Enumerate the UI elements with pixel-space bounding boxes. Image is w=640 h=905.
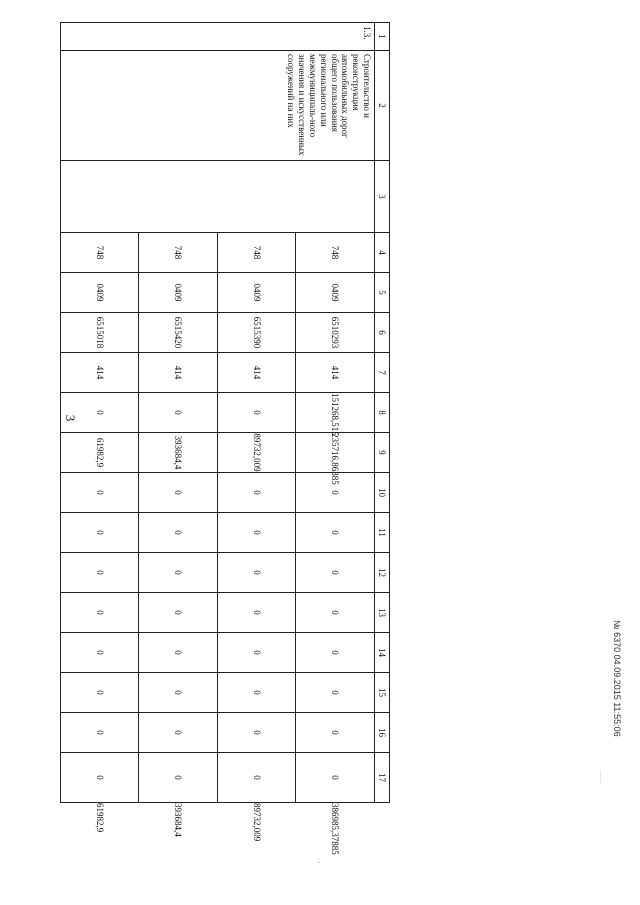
cell-col-16: 0 (218, 713, 297, 753)
cell-col-16: 0 (139, 713, 218, 753)
cell-col-15: 0 (61, 673, 140, 713)
cell-col-6: 6515420 (139, 313, 218, 353)
cell-col-9: 393684,4 (139, 433, 218, 473)
cell-col-9: 61982,9 (61, 433, 140, 473)
cell-col-11: 0 (139, 513, 218, 553)
item-description-cell: Строительство и реконструкция автомобильных дорог общего пользования регионального или межмуниципаль-ного значения и искусственных сооружений на них (61, 51, 375, 161)
column-header-6: 6 (375, 313, 390, 353)
cell-col-5: 0409 (296, 273, 375, 313)
cell-col-6: 6510293 (296, 313, 375, 353)
column-header-10: 10 (375, 473, 390, 513)
cell-col-7: 414 (61, 353, 140, 393)
cell-col-7: 414 (296, 353, 375, 393)
cell-col-10: 0 (61, 473, 140, 513)
column-header-14: 14 (375, 633, 390, 673)
cell-col-10: 0 (139, 473, 218, 513)
column-header-15: 15 (375, 673, 390, 713)
column-header-3: 3 (375, 161, 390, 233)
cell-col-11: 0 (296, 513, 375, 553)
column-header-16: 16 (375, 713, 390, 753)
cell-col-5: 0409 (218, 273, 297, 313)
cell-col-8: 0 (139, 393, 218, 433)
column-header-17: 17 (375, 753, 390, 803)
cell-col-13: 0 (296, 593, 375, 633)
cell-col-11: 0 (61, 513, 140, 553)
cell-col-4: 748 (139, 233, 218, 273)
column-header-11: 11 (375, 513, 390, 553)
cell-col-15: 0 (139, 673, 218, 713)
column-header-4: 4 (375, 233, 390, 273)
cell-col-8: 151268,515 (296, 393, 375, 433)
cell-col-12: 0 (218, 553, 297, 593)
cell-col-17: 0 (139, 753, 218, 803)
column-header-7: 7 (375, 353, 390, 393)
header-row (375, 23, 390, 803)
cell-col-15: 0 (296, 673, 375, 713)
cell-col-4: 748 (296, 233, 375, 273)
page-number: 3 (63, 414, 78, 422)
column-header-12: 12 (375, 553, 390, 593)
column-header-9: 9 (375, 433, 390, 473)
cell-col-12: 0 (61, 553, 140, 593)
column-header-1: 1 (375, 23, 390, 51)
cell-col-5: 0409 (61, 273, 140, 313)
cell-col-13: 0 (61, 593, 140, 633)
scan-speck (318, 862, 320, 863)
cell-col-8: 0 (61, 393, 140, 433)
cell-col-17: 0 (296, 753, 375, 803)
cell-col-6: 6515018 (61, 313, 140, 353)
cell-col-15: 0 (218, 673, 297, 713)
empty-column-3-cell (61, 161, 375, 233)
faint-stamp-text: ........ (598, 770, 604, 784)
cell-col-4: 748 (218, 233, 297, 273)
cell-col-17: 0 (218, 753, 297, 803)
cell-col-12: 0 (296, 553, 375, 593)
cell-col-10: 0 (218, 473, 297, 513)
column-header-13: 13 (375, 593, 390, 633)
cell-col-14: 0 (296, 633, 375, 673)
cell-col-13: 0 (218, 593, 297, 633)
cell-col-8: 0 (218, 393, 297, 433)
budget-table (60, 22, 390, 855)
column-header-8: 8 (375, 393, 390, 433)
cell-col-16: 0 (61, 713, 140, 753)
cell-col-10: 0 (296, 473, 375, 513)
cell-col-12: 0 (139, 553, 218, 593)
column-header-2: 2 (375, 51, 390, 161)
cell-col-4: 748 (61, 233, 140, 273)
cell-col-6: 6515390 (218, 313, 297, 353)
cell-col-7: 414 (218, 353, 297, 393)
cell-col-9: 235716,86385 (296, 433, 375, 473)
cell-col-14: 0 (139, 633, 218, 673)
budget-table-rotated (60, 22, 390, 855)
cell-col-7: 414 (139, 353, 218, 393)
table-row: 748 0409 6515390 414 0 89732,009 0 0 0 0 0 0 0 0 89732,009 (218, 23, 297, 803)
cell-col-13: 0 (139, 593, 218, 633)
table-row: 748 0409 6515420 414 0 393684,4 0 0 0 0 0 0 0 0 393684,4 (139, 23, 218, 803)
cell-col-14: 0 (218, 633, 297, 673)
cell-col-9: 89732,009 (218, 433, 297, 473)
cell-col-5: 0409 (139, 273, 218, 313)
column-header-5: 5 (375, 273, 390, 313)
cell-col-17: 0 (61, 753, 140, 803)
cell-col-16: 0 (296, 713, 375, 753)
item-number-cell: 1.3. (61, 23, 375, 51)
registration-stamp: № 6370 04.09.2015 11:55:06 (612, 620, 622, 737)
table-row: 1.3. Строительство и реконструкция автомобильных дорог общего пользования регионального или межмуниципаль-ного значения и искусственных сооружений на них 748 0409 6510293 414 151268,515 235716,86385 0 0 0 0 0 0 0 0 386985,37885 (296, 23, 375, 803)
cell-col-11: 0 (218, 513, 297, 553)
table-row: 748 0409 6515018 414 0 61982,9 0 0 0 0 0 0 0 0 61982,9 (61, 23, 140, 803)
cell-col-14: 0 (61, 633, 140, 673)
